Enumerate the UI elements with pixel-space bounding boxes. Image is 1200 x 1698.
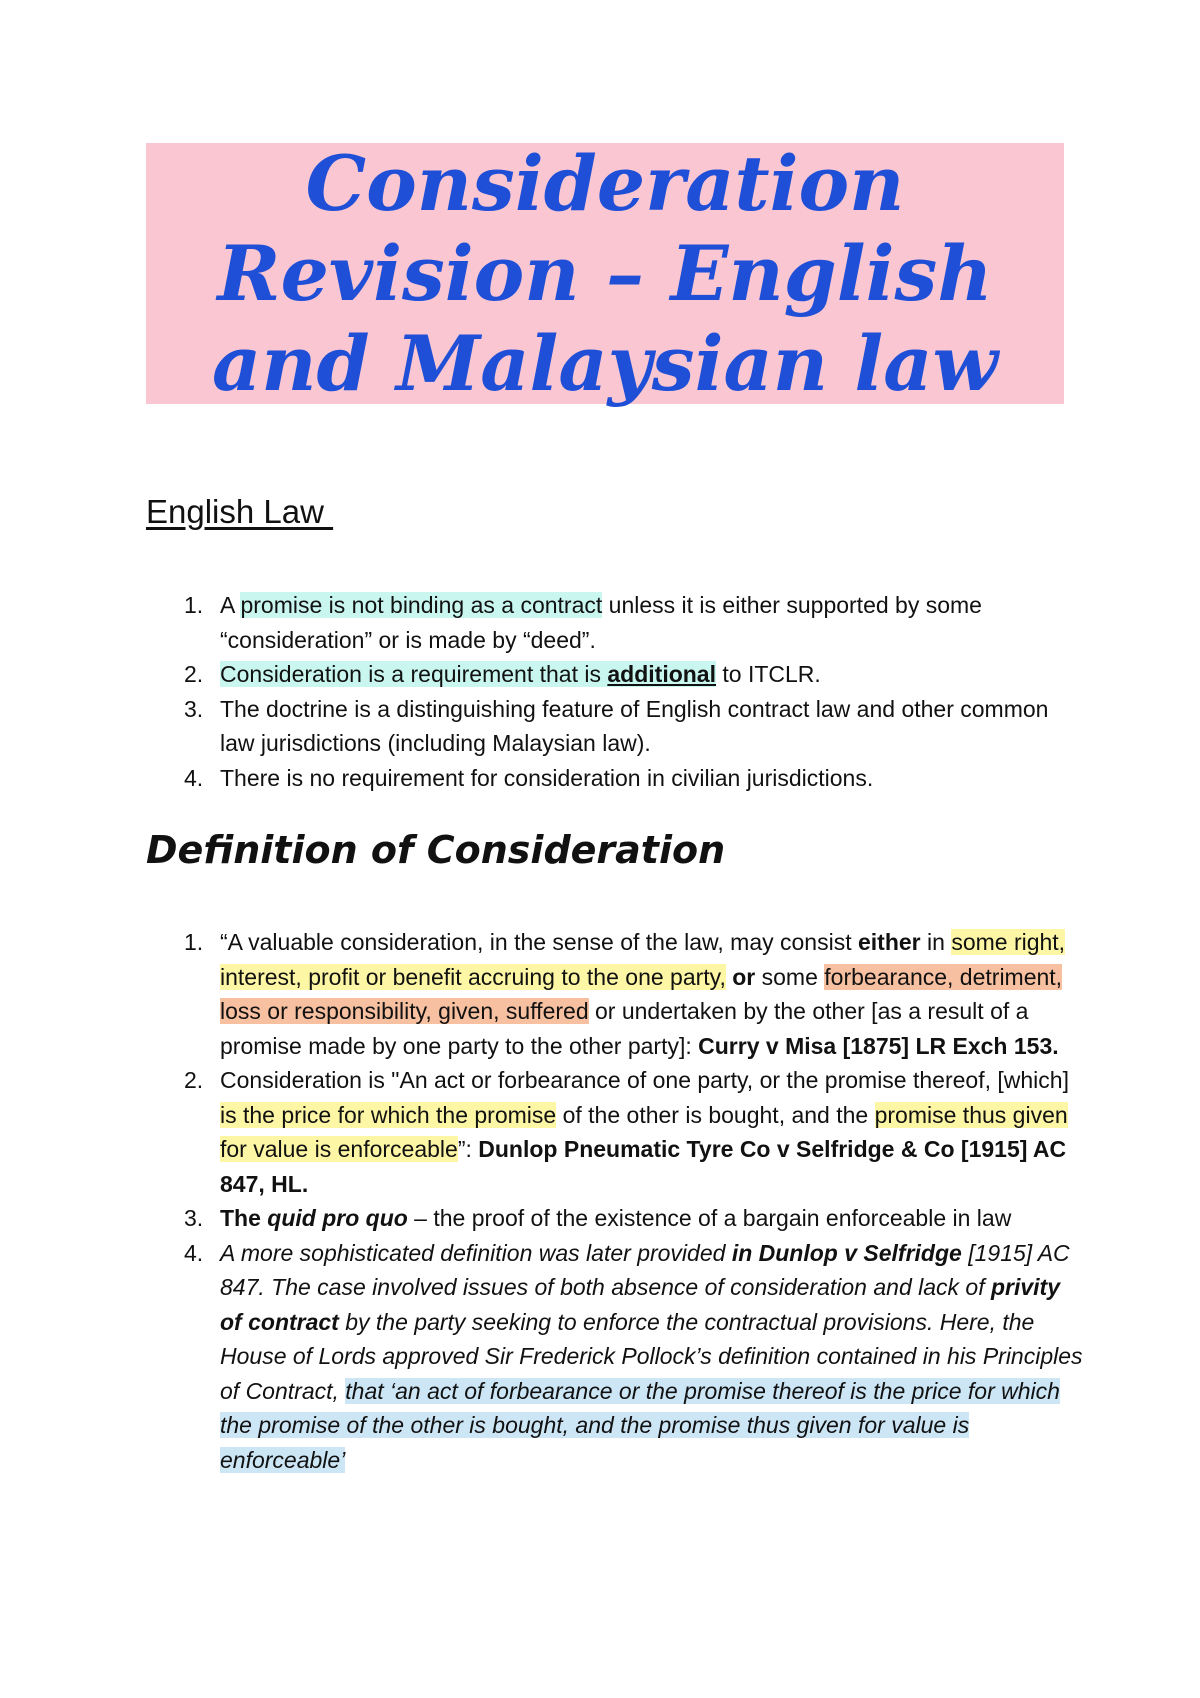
item-text: by the party seeking to enforce the contractual provisions. Here, the House of Lords approved Sir Frederick Pollock’s definition contained in his Principles of Contract, bbox=[220, 1308, 1083, 1404]
highlighted-text: some right, interest, profit or benefit accruing to the one party, bbox=[220, 929, 1066, 990]
title-banner bbox=[146, 138, 1064, 408]
item-text: ”: bbox=[457, 1136, 479, 1162]
item-text: A bbox=[220, 592, 241, 618]
list-item bbox=[146, 588, 1086, 657]
item-text: “A valuable consideration, in the sense of the law, may consist bbox=[220, 929, 858, 955]
list-item bbox=[146, 1201, 1086, 1236]
item-number: 3. bbox=[184, 1205, 204, 1231]
english-law-list bbox=[146, 588, 1086, 795]
highlighted-text: that ‘an act of forbearance or the promise thereof is the price for which the promise of the other is bought, and the promise thus given for value is enforceable’ bbox=[220, 1377, 1060, 1473]
highlighted-text: forbearance, detriment, loss or responsibility, given, suffered bbox=[220, 963, 1063, 1024]
list-item bbox=[146, 925, 1086, 1063]
item-text: of the other is bought, and the bbox=[556, 1101, 875, 1128]
english-law-heading: English Law bbox=[146, 493, 334, 530]
item-text: There is no requirement for consideration in civilian jurisdictions. bbox=[220, 764, 874, 791]
item-text: some bbox=[755, 963, 825, 990]
highlighted-text: Consideration is a requirement that is bbox=[220, 661, 608, 687]
list-item bbox=[146, 692, 1086, 761]
definition-heading: Definition of Consideration bbox=[146, 828, 726, 872]
emphasis-text: in Dunlop v Selfridge bbox=[731, 1239, 962, 1266]
item-text: The doctrine is a distinguishing feature of English contract law and other common law jurisdictions (including Malaysian law). bbox=[220, 695, 1049, 756]
list-item bbox=[146, 1063, 1086, 1201]
definition-list bbox=[146, 925, 1086, 1477]
title-line-3: and Malaysian law bbox=[212, 318, 998, 408]
item-number: 1. bbox=[184, 592, 204, 618]
title-line-2: Revision – English bbox=[217, 228, 993, 318]
emphasis-text: additional bbox=[607, 661, 716, 687]
emphasis-text: The bbox=[220, 1205, 268, 1231]
list-item bbox=[146, 1236, 1086, 1478]
item-text: in bbox=[920, 929, 952, 955]
emphasis-text: or bbox=[732, 963, 756, 990]
emphasis-text: privity of contract bbox=[220, 1274, 1061, 1335]
highlighted-text: promise is not binding as a contract bbox=[240, 592, 603, 618]
emphasis-text: either bbox=[857, 929, 921, 955]
item-number: 2. bbox=[184, 1067, 204, 1093]
emphasis-text: quid pro quo bbox=[267, 1205, 408, 1231]
item-number: 3. bbox=[184, 695, 204, 722]
title-line-1: Consideration bbox=[305, 138, 905, 228]
item-text: unless it is either supported by some “consideration” or is made by “deed”. bbox=[220, 592, 982, 653]
list-item bbox=[146, 657, 1086, 692]
item-number: 1. bbox=[184, 929, 204, 955]
highlighted-text: is the price for which the promise bbox=[220, 1101, 557, 1128]
item-number: 4. bbox=[184, 1239, 204, 1266]
item-number: 2. bbox=[184, 661, 204, 687]
item-text: or undertaken by the other [as a result of a promise made by one party to the other party]: bbox=[220, 998, 1029, 1059]
item-text: [1915] AC 847. The case involved issues of both absence of consideration and lack of bbox=[220, 1239, 1070, 1300]
case-citation: Dunlop Pneumatic Tyre Co v Selfridge & Co [1915] AC 847, HL. bbox=[220, 1136, 1067, 1197]
item-text: to ITCLR. bbox=[716, 661, 821, 687]
item-text: A more sophisticated definition was later provided bbox=[220, 1239, 732, 1266]
highlighted-text: promise thus given for value is enforceable bbox=[220, 1101, 1068, 1162]
item-text: Consideration is "An act or forbearance of one party, or the promise thereof, [which] bbox=[220, 1067, 1069, 1093]
item-text: – the proof of the existence of a bargain enforceable in law bbox=[407, 1205, 1012, 1231]
list-item bbox=[146, 761, 1086, 796]
case-citation: Curry v Misa [1875] LR Exch 153. bbox=[698, 1032, 1059, 1059]
item-number: 4. bbox=[184, 764, 204, 791]
